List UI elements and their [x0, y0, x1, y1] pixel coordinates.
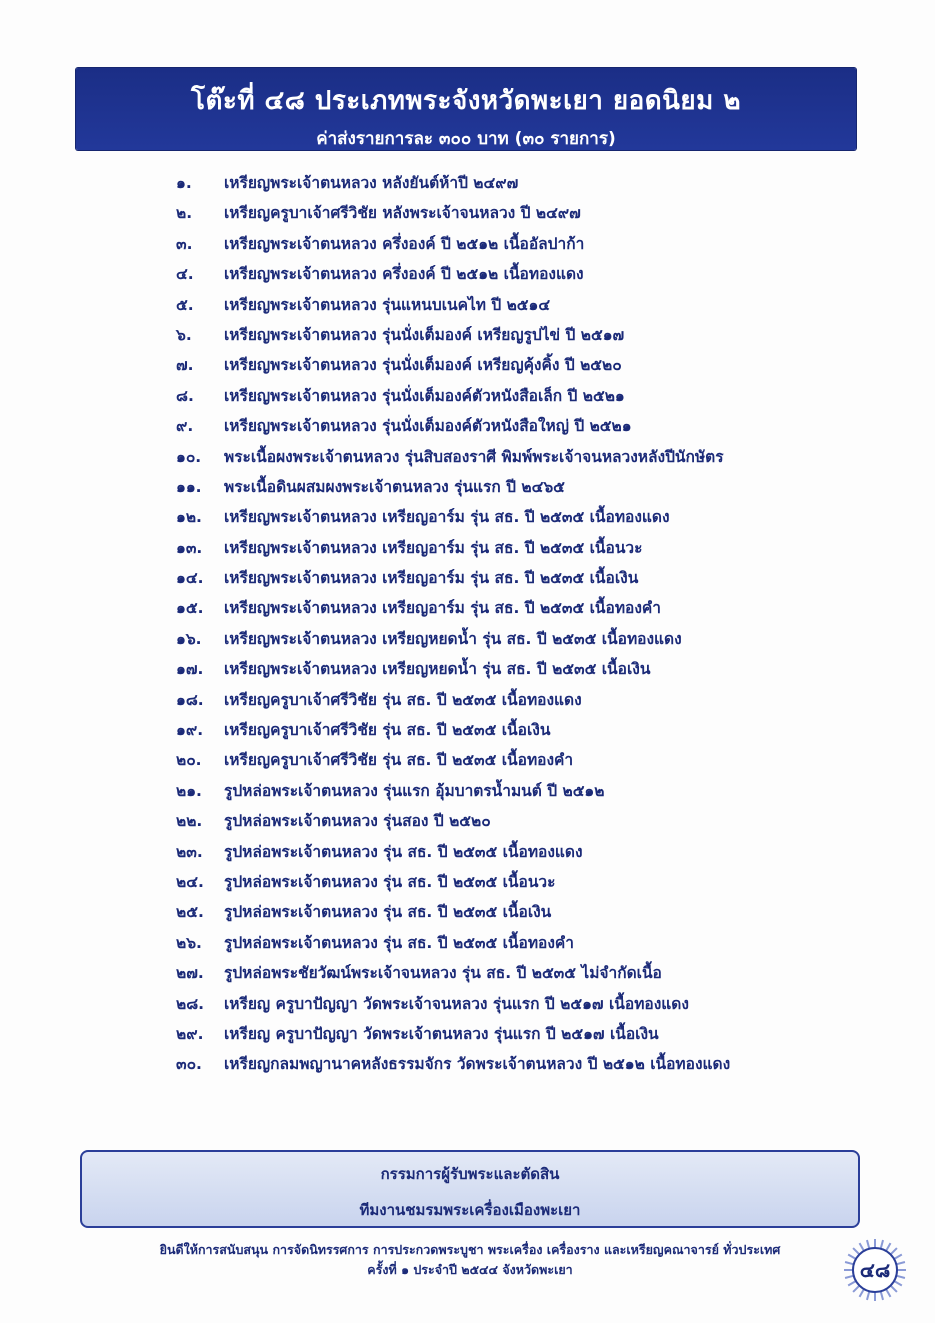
item-text: เหรียญพระเจ้าตนหลวง เหรียญอาร์ม รุ่น สธ. ปี ๒๕๓๕ เนื้อนวะ: [224, 538, 643, 557]
list-item: [176, 290, 816, 320]
item-number: ๑๓.: [176, 538, 203, 557]
item-text: เหรียญพระเจ้าตนหลวง เหรียญอาร์ม รุ่น สธ. ปี ๒๕๓๕ เนื้อทองคำ: [224, 599, 662, 618]
item-number: ๒.: [176, 204, 193, 223]
list-item: [176, 654, 816, 684]
item-number: ๒๒.: [176, 812, 203, 831]
item-number: ๒๖.: [176, 933, 202, 952]
list-item: [176, 989, 816, 1019]
item-text: เหรียญพระเจ้าตนหลวง รุ่นนั่งเต็มองค์ตัวหนังสือเล็ก ปี ๒๕๒๑: [224, 386, 625, 405]
list-item: [176, 198, 816, 228]
list-item: [176, 897, 816, 927]
item-text: รูปหล่อพระเจ้าตนหลวง รุ่น สธ. ปี ๒๕๓๕ เนื้อเงิน: [224, 903, 552, 922]
list-item: [176, 624, 816, 654]
item-number: ๗.: [176, 356, 194, 375]
bottom-note: [120, 1240, 820, 1280]
item-number: ๑๕.: [176, 599, 204, 618]
item-number: ๔.: [176, 265, 194, 284]
list-item: [176, 776, 816, 806]
item-text: พระเนื้อผงพระเจ้าตนหลวง รุ่นสิบสองราศี พิมพ์พระเจ้าจนหลวงหลังปีนักษัตร: [224, 447, 724, 466]
item-text: เหรียญพระเจ้าตนหลวง ครึ่งองค์ ปี ๒๕๑๒ เนื้ออัลปาก้า: [224, 234, 585, 253]
list-item: [176, 1049, 816, 1079]
item-number: ๓๐.: [176, 1055, 202, 1074]
list-item: [176, 320, 816, 350]
item-text: เหรียญครูบาเจ้าศรีวิชัย รุ่น สธ. ปี ๒๕๓๕ เนื้อทองคำ: [224, 751, 574, 770]
list-item: [176, 381, 816, 411]
item-number: ๒๓.: [176, 842, 203, 861]
item-list: [176, 168, 816, 1080]
item-number: ๓.: [176, 234, 193, 253]
item-number: ๘.: [176, 386, 194, 405]
item-text: เหรียญพระเจ้าตนหลวง หลังยันต์ห้าปี ๒๔๙๗: [224, 174, 519, 192]
item-number: ๑๔.: [176, 569, 204, 588]
item-text: เหรียญครูบาเจ้าศรีวิชัย รุ่น สธ. ปี ๒๕๓๕ เนื้อเงิน: [224, 721, 551, 740]
list-item: [176, 168, 816, 198]
item-text: เหรียญครูบาเจ้าศรีวิชัย หลังพระเจ้าจนหลวง ปี ๒๔๙๗: [224, 204, 581, 223]
list-item: [176, 1019, 816, 1049]
item-number: ๑๐.: [176, 447, 202, 466]
item-number: ๑๖.: [176, 629, 202, 648]
item-number: ๒๕.: [176, 903, 204, 922]
item-number: ๑๒.: [176, 508, 202, 527]
item-number: ๒๑.: [176, 781, 202, 800]
list-item: [176, 806, 816, 836]
item-text: เหรียญครูบาเจ้าศรีวิชัย รุ่น สธ. ปี ๒๕๓๕ เนื้อทองแดง: [224, 690, 582, 709]
judges-box: [80, 1150, 860, 1228]
list-item: [176, 715, 816, 745]
item-number: ๑๙.: [176, 721, 204, 740]
judges-heading: กรรมการผู้รับพระและตัดสิน: [380, 1165, 560, 1183]
list-item: [176, 867, 816, 897]
item-number: ๒๙.: [176, 1024, 204, 1043]
page-number: ๔๘: [859, 1258, 891, 1282]
list-item: [176, 563, 816, 593]
list-item: [176, 350, 816, 380]
table-header-banner: [76, 68, 856, 150]
list-item: [176, 533, 816, 563]
item-text: เหรียญ ครูบาปัญญา วัดพระเจ้าจนหลวง รุ่นแรก ปี ๒๕๑๗ เนื้อทองแดง: [224, 994, 689, 1013]
list-item: [176, 593, 816, 623]
item-number: ๒๘.: [176, 994, 205, 1013]
item-text: พระเนื้อดินผสมผงพระเจ้าตนหลวง รุ่นแรก ปี ๒๔๖๕: [224, 477, 565, 496]
item-number: ๖.: [176, 325, 192, 344]
item-number: ๒๐.: [176, 751, 202, 770]
page-title: โต๊ะที่ ๔๘ ประเภทพระจังหวัดพะเยา ยอดนิยม ๒: [191, 86, 741, 116]
list-item: [176, 837, 816, 867]
item-text: รูปหล่อพระเจ้าตนหลวง รุ่น สธ. ปี ๒๕๓๕ เนื้อทองแดง: [224, 842, 583, 861]
item-text: เหรียญพระเจ้าตนหลวง เหรียญอาร์ม รุ่น สธ. ปี ๒๕๓๕ เนื้อทองแดง: [224, 508, 670, 527]
list-item: [176, 259, 816, 289]
list-item: [176, 685, 816, 715]
item-text: รูปหล่อพระเจ้าตนหลวง รุ่นสอง ปี ๒๕๒๐: [224, 812, 491, 831]
item-text: รูปหล่อพระชัยวัฒน์พระเจ้าจนหลวง รุ่น สธ. ปี ๒๕๓๕ ไม่จำกัดเนื้อ: [224, 964, 662, 983]
item-text: รูปหล่อพระเจ้าตนหลวง รุ่น สธ. ปี ๒๕๓๕ เนื้อนวะ: [224, 872, 556, 891]
list-item: [176, 502, 816, 532]
item-text: เหรียญพระเจ้าตนหลวง เหรียญอาร์ม รุ่น สธ. ปี ๒๕๓๕ เนื้อเงิน: [224, 569, 639, 588]
item-text: เหรียญพระเจ้าตนหลวง รุ่นนั่งเต็มองค์ตัวหนังสือใหญ่ ปี ๒๕๒๑: [224, 417, 632, 436]
item-text: เหรียญพระเจ้าตนหลวง เหรียญหยดน้ำ รุ่น สธ. ปี ๒๕๓๕ เนื้อเงิน: [224, 660, 651, 679]
item-text: เหรียญพระเจ้าตนหลวง ครึ่งองค์ ปี ๒๕๑๒ เนื้อทองแดง: [224, 265, 584, 284]
page-number-badge: [843, 1238, 907, 1302]
item-number: ๒๗.: [176, 964, 204, 983]
list-item: [176, 442, 816, 472]
item-number: ๙.: [176, 417, 194, 436]
list-item: [176, 411, 816, 441]
page-subtitle: ค่าส่งรายการละ ๓๐๐ บาท (๓๐ รายการ): [316, 129, 616, 149]
bottom-note-line1: ยินดีให้การสนับสนุน การจัดนิทรรศการ การประกวดพระบูชา พระเครื่อง เครื่องราง และเหรียญคณาจารย์ ทั่วประเทศ: [159, 1242, 781, 1257]
item-number: ๑๑.: [176, 477, 202, 496]
item-text: เหรียญกลมพญานาคหลังธรรมจักร วัดพระเจ้าตนหลวง ปี ๒๕๑๒ เนื้อทองแดง: [224, 1055, 731, 1074]
item-text: รูปหล่อพระเจ้าตนหลวง รุ่น สธ. ปี ๒๕๓๕ เนื้อทองคำ: [224, 933, 574, 952]
item-number: ๕.: [176, 295, 194, 314]
list-item: [176, 229, 816, 259]
item-text: เหรียญพระเจ้าตนหลวง รุ่นแหนบเนคไท ปี ๒๕๑๔: [224, 295, 551, 314]
item-number: ๒๔.: [176, 872, 204, 891]
item-text: เหรียญพระเจ้าตนหลวง รุ่นนั่งเต็มองค์ เหรียญรูปไข่ ปี ๒๕๑๗: [224, 325, 625, 344]
list-item: [176, 745, 816, 775]
item-text: เหรียญพระเจ้าตนหลวง เหรียญหยดน้ำ รุ่น สธ. ปี ๒๕๓๕ เนื้อทองแดง: [224, 629, 682, 648]
item-number: ๑๘.: [176, 690, 204, 709]
list-item: [176, 928, 816, 958]
item-text: รูปหล่อพระเจ้าตนหลวง รุ่นแรก อุ้มบาตรน้ำมนต์ ปี ๒๕๑๒: [224, 781, 605, 800]
item-text: เหรียญ ครูบาปัญญา วัดพระเจ้าตนหลวง รุ่นแรก ปี ๒๕๑๗ เนื้อเงิน: [224, 1024, 659, 1043]
bottom-note-line2: ครั้งที่ ๑ ประจำปี ๒๕๔๔ จังหวัดพะเยา: [367, 1262, 573, 1277]
item-number: ๑๗.: [176, 660, 204, 679]
list-item: [176, 958, 816, 988]
item-number: ๑.: [176, 174, 192, 192]
item-text: เหรียญพระเจ้าตนหลวง รุ่นนั่งเต็มองค์ เหรียญคุ้งคิ้ง ปี ๒๕๒๐: [224, 356, 622, 375]
judges-team: ทีมงานชมรมพระเครื่องเมืองพะเยา: [359, 1201, 581, 1219]
list-item: [176, 472, 816, 502]
